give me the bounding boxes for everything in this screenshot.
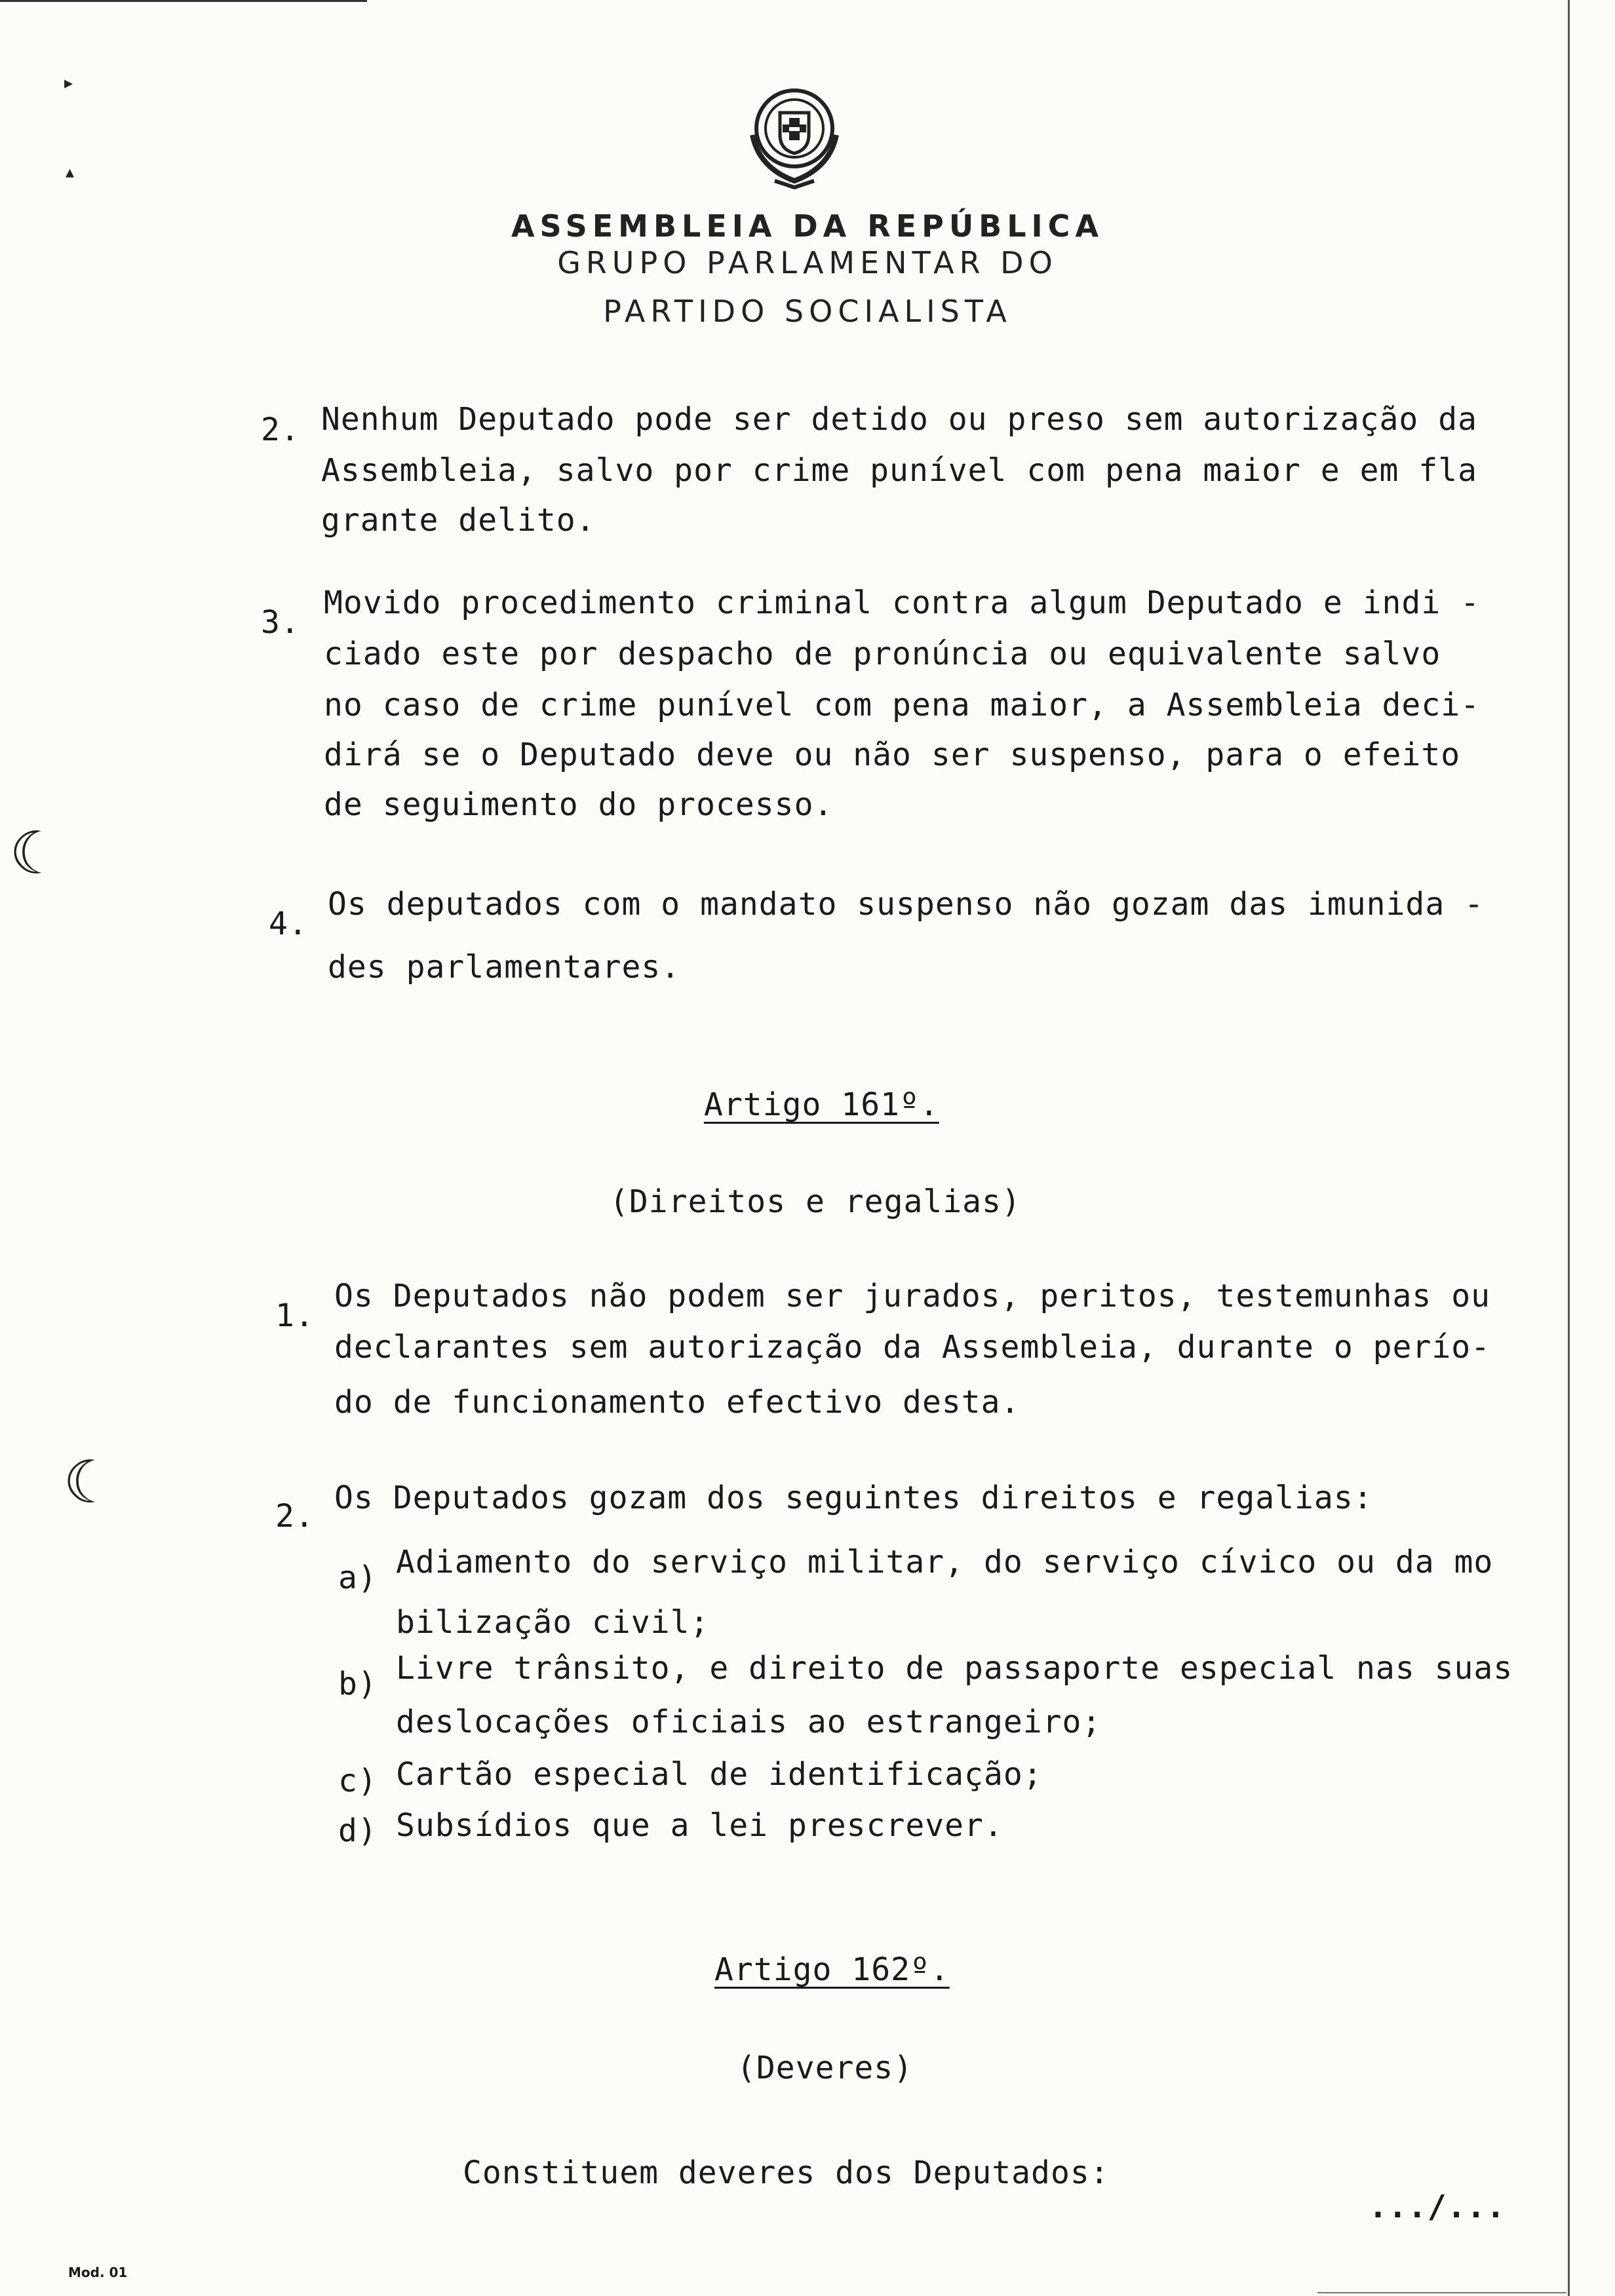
- header-line-3: PARTIDO SOCIALISTA: [603, 294, 1012, 329]
- subitem-letter: d): [338, 1812, 378, 1849]
- form-code: Mod. 01: [68, 2265, 128, 2280]
- item-text-line: ciado este por despacho de pronúncia ou equivalente salvo: [324, 636, 1441, 672]
- scan-border-right: [1568, 0, 1570, 2296]
- article-161-subtitle: (Direitos e regalias): [610, 1183, 1021, 1220]
- subitem-text-line: Subsídios que a lei prescrever.: [396, 1807, 1003, 1844]
- item-text-line: Assembleia, salvo por crime punível com pena maior e em fla: [321, 452, 1478, 489]
- portuguese-coat-of-arms-icon: [742, 83, 847, 194]
- item-text-line: Os Deputados gozam dos seguintes direitos e regalias:: [334, 1480, 1373, 1516]
- subitem-text-line: Cartão especial de identificação;: [396, 1756, 1043, 1793]
- item-text-line: Os deputados com o mandato suspenso não gozam das imunida -: [328, 886, 1485, 923]
- header-line-1: ASSEMBLEIA DA REPÚBLICA: [511, 208, 1104, 244]
- article-161-title: Artigo 161º.: [704, 1086, 939, 1123]
- item-text-line: declarantes sem autorização da Assembleia, durante o perío-: [334, 1329, 1491, 1366]
- item-number: 2.: [261, 411, 300, 448]
- header-line-2: GRUPO PARLAMENTAR DO: [557, 245, 1058, 280]
- continuation-marker: .../...: [1369, 2189, 1506, 2225]
- item-text-line: do de funcionamento efectivo desta.: [334, 1384, 1021, 1421]
- subitem-letter: c): [338, 1763, 378, 1799]
- subitem-letter: a): [338, 1559, 378, 1596]
- item-text-line: no caso de crime punível com pena maior, a Assembleia deci-: [324, 687, 1481, 723]
- item-number: 1.: [275, 1297, 315, 1334]
- item-number: 2.: [275, 1498, 315, 1535]
- scan-border-bottom: [1317, 2292, 1566, 2293]
- scan-speck: ▴: [66, 163, 75, 182]
- item-text-line: Os Deputados não podem ser jurados, peritos, testemunhas ou: [334, 1278, 1491, 1314]
- subitem-text-line: Livre trânsito, e direito de passaporte especial nas suas: [396, 1650, 1513, 1687]
- article-162-intro: Constituem deveres dos Deputados:: [463, 2154, 1110, 2191]
- item-text-line: dirá se o Deputado deve ou não ser suspenso, para o efeito: [324, 737, 1461, 773]
- item-number: 3.: [261, 604, 300, 641]
- item-text-line: grante delito.: [321, 502, 596, 539]
- subitem-text-line: Adiamento do serviço militar, do serviço cívico ou da mo: [396, 1544, 1494, 1580]
- subitem-text-line: bilização civil;: [396, 1604, 710, 1641]
- margin-doodle-icon: ☾: [9, 819, 62, 888]
- item-text-line: Nenhum Deputado pode ser detido ou preso sem autorização da: [321, 401, 1478, 438]
- article-162-title: Artigo 162º.: [714, 1951, 950, 1988]
- scan-border-top: [0, 0, 367, 2]
- article-162-subtitle: (Deveres): [737, 2050, 914, 2086]
- subitem-letter: b): [338, 1666, 378, 1702]
- subitem-text-line: deslocações oficiais ao estrangeiro;: [396, 1704, 1102, 1740]
- item-text-line: Movido procedimento criminal contra algum Deputado e indi -: [324, 584, 1481, 621]
- scan-speck: ▸: [64, 73, 73, 93]
- item-text-line: de seguimento do processo.: [324, 786, 834, 823]
- margin-doodle-icon: ☾: [63, 1448, 116, 1517]
- item-number: 4.: [269, 906, 308, 942]
- item-text-line: des parlamentares.: [328, 949, 681, 985]
